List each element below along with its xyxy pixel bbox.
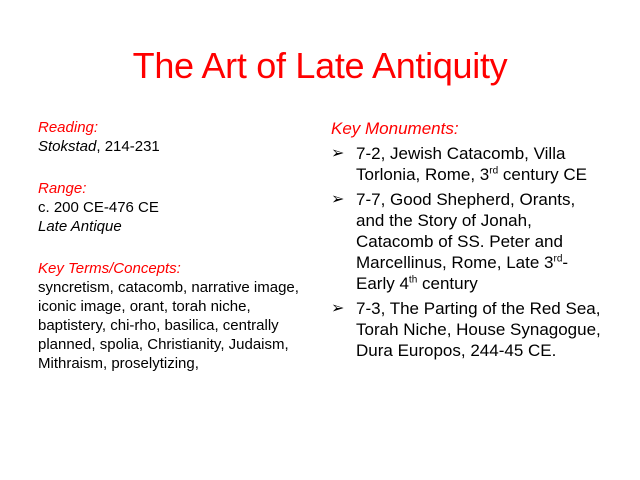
arrowhead-icon: ➢ bbox=[331, 191, 345, 208]
item-text-end: century bbox=[417, 274, 478, 293]
reading-pages: , 214-231 bbox=[96, 138, 160, 155]
terms-heading: Key Terms/Concepts: bbox=[38, 260, 181, 277]
item-text: 7-2, Jewish Catacomb, Villa Torlonia, Rome, 3 bbox=[356, 144, 566, 184]
item-text-mid: -Early 4 bbox=[356, 253, 569, 293]
range-dates: c. 200 CE-476 CE bbox=[38, 199, 159, 216]
item-text: 7-7, Good Shepherd, Orants, and the Story of Jonah, Catacomb of SS. Peter and Marcellinus, Rome, Late 3 bbox=[356, 190, 576, 272]
monuments-heading: Key Monuments: bbox=[331, 119, 459, 138]
left-column bbox=[38, 118, 308, 373]
item-sup: rd bbox=[553, 253, 563, 265]
list-item bbox=[331, 143, 601, 185]
reading-author: Stokstad bbox=[38, 138, 97, 155]
item-sup: th bbox=[408, 274, 418, 286]
range-heading: Range: bbox=[38, 180, 87, 197]
right-column bbox=[331, 118, 601, 365]
terms-text: syncretism, catacomb, narrative image, iconic image, orant, torah niche, baptistery, chi-rho, basilica, centrally planned, spolia, Christianity, Judaism, Mithraism, proselytizing, bbox=[38, 279, 299, 372]
slide-title: The Art of Late Antiquity bbox=[132, 45, 508, 86]
item-sup: rd bbox=[489, 165, 499, 177]
list-item bbox=[331, 189, 601, 294]
item-text: 7-3, The Parting of the Red Sea, Torah Niche, House Synagogue, Dura Europos, 244-45 CE. bbox=[356, 299, 601, 360]
list-item bbox=[331, 298, 601, 361]
reading-heading: Reading: bbox=[38, 119, 99, 136]
monuments-list bbox=[331, 143, 601, 361]
item-text-end: century CE bbox=[498, 165, 587, 184]
arrowhead-icon: ➢ bbox=[331, 145, 345, 162]
reading-citation bbox=[38, 137, 308, 156]
arrowhead-icon: ➢ bbox=[331, 300, 345, 317]
range-period: Late Antique bbox=[38, 218, 122, 235]
